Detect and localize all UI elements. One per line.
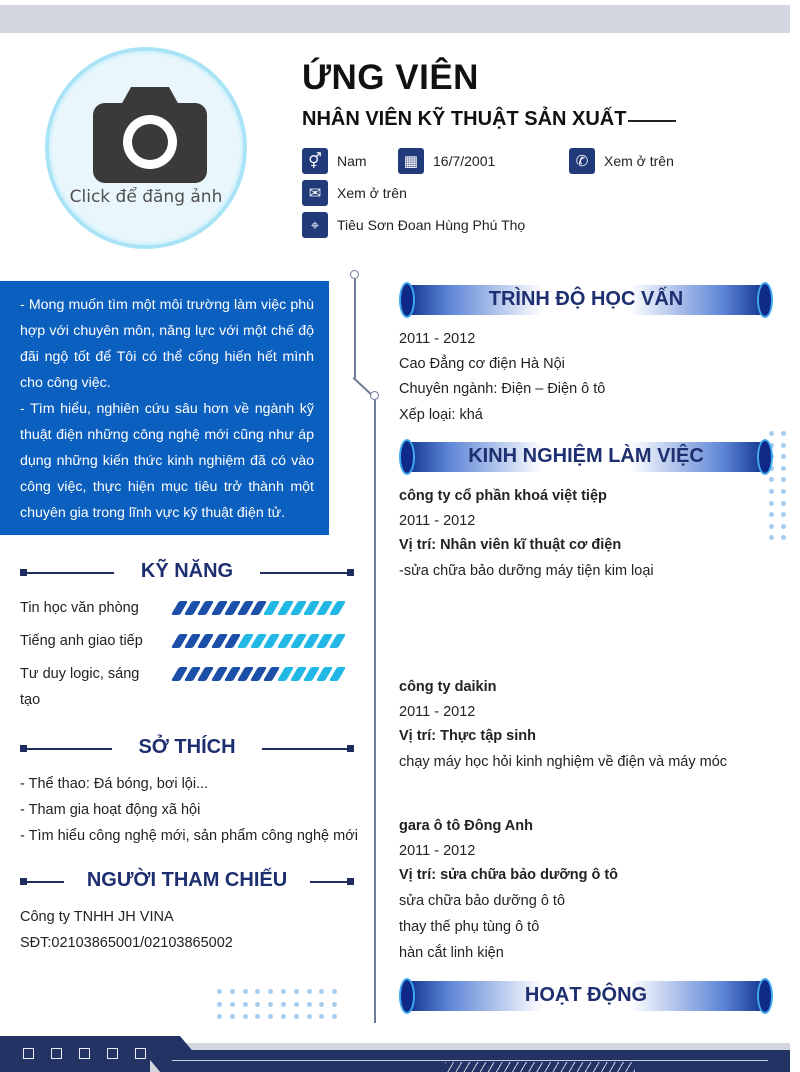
decorative-dot [217,989,222,994]
position-divider [628,120,676,122]
education-school: Cao Đẳng cơ điện Hà Nội [399,356,565,372]
avatar-caption: Click để đăng ảnh [69,187,223,207]
education-period: 2011 - 2012 [399,331,476,347]
decorative-dot [769,535,774,540]
decorative-dot [319,989,324,994]
timeline-dot [370,391,379,400]
decorative-dot [230,1014,235,1019]
objective-paragraph-1: - Mong muốn tìm một môi trường làm việc phù hợp với chuyên môn, năng lực với một chế độ đãi ngộ tốt để Tôi có thể cống hiến hết mình cho công việc. [20,297,314,391]
phone-row [569,148,674,174]
decorative-dot [781,443,786,448]
objective-paragraph-2: - Tìm hiểu, nghiên cứu sâu hơn về ngành kỹ thuật điện những công nghệ mới cũng như áp dụng những kiến thức kinh nghiệm đã có vào công việc, thực hiện mục tiêu trở thành một chuyên gia trong lĩnh vực kỹ thuật điện tử. [20,401,314,521]
decorative-dot [255,1014,260,1019]
skills-heading [20,560,354,586]
job-role: Vị trí: Nhân viên kĩ thuật cơ điện [399,537,622,553]
decorative-dot [781,512,786,517]
job-description: hàn cắt linh kiện [399,945,504,961]
experience-heading [399,439,773,475]
decorative-dot [781,431,786,436]
decorative-dot [294,1002,299,1007]
job-role: Vị trí: Thực tập sinh [399,728,536,744]
decorative-dot [769,477,774,482]
job-role: Vị trí: sửa chữa bảo dưỡng ô tô [399,867,619,883]
candidate-position: NHÂN VIÊN KỸ THUẬT SẢN XUẤT [302,108,627,130]
footer-square [135,1048,146,1059]
decorative-dot [769,524,774,529]
skill-name-continued: tạo [20,692,41,708]
decorative-dot [255,989,260,994]
education-heading [399,282,773,318]
decorative-dot [255,1002,260,1007]
decorative-dot [769,512,774,517]
skill-name: Tư duy logic, sáng [20,666,140,682]
decorative-dot [332,1002,337,1007]
address-value: Tiêu Sơn Đoan Hùng Phú Thọ [337,217,526,233]
decorative-dot [769,431,774,436]
job-company: gara ô tô Đông Anh [399,818,533,834]
decorative-dot [781,466,786,471]
decorative-dot [281,1014,286,1019]
top-band [0,5,790,33]
job-description: sửa chữa bảo dưỡng ô tô [399,893,566,909]
decorative-dot [243,1014,248,1019]
decorative-dot [319,1014,324,1019]
skill-level-bar [175,601,346,615]
education-title: TRÌNH ĐỘ HỌC VẤN [488,288,684,310]
decorative-dot [281,1002,286,1007]
candidate-name: ỨNG VIÊN [302,58,479,97]
hobby-item: - Tìm hiểu công nghệ mới, sản phẩm công nghệ mới [20,828,358,844]
skills-title: KỸ NĂNG [140,560,234,582]
job-description: -sửa chữa bảo dưỡng máy tiện kim loại [399,563,654,579]
references-heading [20,869,354,895]
decorative-dot [230,1002,235,1007]
footer-hatch [445,1062,635,1072]
decorative-dot [243,989,248,994]
birthday-cake-icon: ▦ [398,148,424,174]
decorative-dot [319,1002,324,1007]
decorative-dot [268,1002,273,1007]
experience-title: KINH NGHIỆM LÀM VIỆC [468,445,704,467]
decorative-dot [781,501,786,506]
decorative-dot [781,454,786,459]
decorative-dot [268,1014,273,1019]
phone-value: Xem ở trên [604,153,674,169]
job-period: 2011 - 2012 [399,704,476,720]
decorative-dot [769,489,774,494]
skill-level-bar [175,634,346,648]
location-icon: ⌖ [302,212,328,238]
skill-name: Tin học văn phòng [20,600,139,616]
decorative-dot [332,1014,337,1019]
decorative-dot [781,524,786,529]
reference-phone: SĐT:02103865001/02103865002 [20,935,233,951]
decorative-dot [781,489,786,494]
email-icon: ✉ [302,180,328,206]
skill-name: Tiếng anh giao tiếp [20,633,143,649]
birthday-row [398,148,495,174]
education-grade: Xếp loại: khá [399,407,483,423]
job-period: 2011 - 2012 [399,513,476,529]
activities-heading [399,978,773,1014]
references-title: NGƯỜI THAM CHIẾU [86,869,288,891]
gender-value: Nam [337,153,367,169]
email-value: Xem ở trên [337,185,407,201]
camera-icon [93,85,207,183]
decorative-dot [230,989,235,994]
timeline-line-lower [374,398,376,1023]
phone-icon: ✆ [569,148,595,174]
decorative-dot [217,1002,222,1007]
decorative-dot [332,989,337,994]
job-company: công ty cổ phần khoá việt tiệp [399,488,607,504]
reference-company: Công ty TNHH JH VINA [20,909,174,925]
decorative-dot [281,989,286,994]
job-period: 2011 - 2012 [399,843,476,859]
birthday-value: 16/7/2001 [433,153,496,169]
hobbies-title: SỞ THÍCH [138,736,236,758]
footer-line [172,1060,768,1061]
skill-level-bar [175,667,346,681]
email-row [302,180,407,206]
job-description: chạy máy học hỏi kinh nghiệm về điện và máy móc [399,754,728,770]
gender-icon: ⚥ [302,148,328,174]
decorative-dot [294,989,299,994]
decorative-dot [217,1014,222,1019]
education-major: Chuyên ngành: Điện – Điện ô tô [399,381,606,397]
activities-title: HOẠT ĐỘNG [524,984,648,1006]
job-description: thay thế phụ tùng ô tô [399,919,540,935]
timeline-dot [350,270,359,279]
hobby-item: - Thể thao: Đá bóng, bơi lội... [20,776,209,792]
gender-row [302,148,367,174]
hobbies-heading [20,736,354,762]
footer-square [79,1048,90,1059]
footer-square [107,1048,118,1059]
decorative-dot [781,477,786,482]
address-row [302,212,525,238]
job-company: công ty daikin [399,679,497,695]
timeline-line [354,278,356,378]
decorative-dot [243,1002,248,1007]
decorative-dot [781,535,786,540]
decorative-dot [307,1002,312,1007]
decorative-dot [307,1014,312,1019]
decorative-dot [769,501,774,506]
decorative-dot-grid [217,989,337,1019]
decorative-dot [268,989,273,994]
avatar-upload[interactable] [45,47,247,249]
decorative-dot [307,989,312,994]
decorative-dot [294,1014,299,1019]
footer-square [23,1048,34,1059]
career-objective [0,281,329,535]
hobby-item: - Tham gia hoạt động xã hội [20,802,201,818]
footer-square [51,1048,62,1059]
